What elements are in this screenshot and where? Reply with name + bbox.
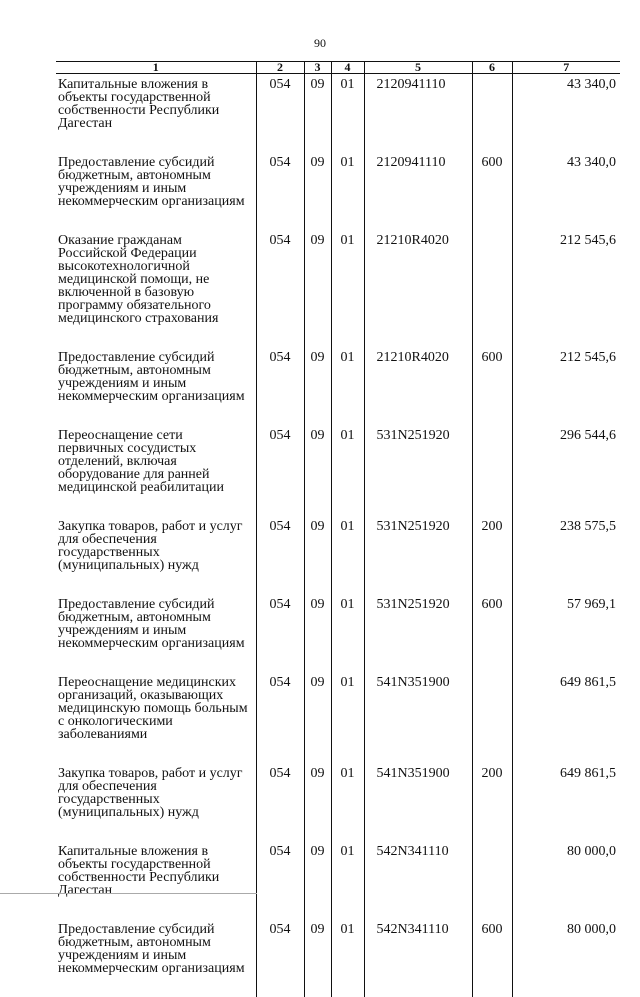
row-description: Предоставление субсидий бюджетным, автономным учреждениям и иным некоммерческим организациям — [56, 919, 256, 975]
row-cell-7: 43 340,0 — [512, 152, 620, 208]
row-cell-3: 09 — [304, 919, 331, 975]
spacer-cell — [304, 572, 331, 594]
row-cell-5: 542N341110 — [364, 919, 472, 975]
spacer-cell — [512, 741, 620, 763]
row-description: Закупка товаров, работ и услуг для обеспечения государственных (муниципальных) нужд — [56, 763, 256, 819]
spacer-cell — [56, 403, 256, 425]
row-cell-7: 57 969,1 — [512, 594, 620, 650]
spacer-cell — [304, 403, 331, 425]
row-cell-7: 43 340,0 — [512, 74, 620, 131]
spacer-cell — [56, 208, 256, 230]
spacer-cell — [472, 325, 512, 347]
row-spacer — [56, 897, 620, 919]
spacer-cell — [512, 819, 620, 841]
spacer-cell — [472, 897, 512, 919]
row-spacer — [56, 572, 620, 594]
row-cell-5: 531N251920 — [364, 516, 472, 572]
row-cell-2: 054 — [256, 763, 304, 819]
column-header: 2 — [256, 62, 304, 74]
table-header-row — [56, 62, 620, 74]
row-cell-5: 542N341110 — [364, 841, 472, 897]
row-cell-6: 600 — [472, 919, 512, 975]
spacer-cell — [304, 897, 331, 919]
spacer-cell — [472, 494, 512, 516]
spacer-cell — [364, 650, 472, 672]
row-cell-7: 80 000,0 — [512, 841, 620, 897]
row-description: Закупка товаров, работ и услуг для обеспечения государственных (муниципальных) нужд — [56, 516, 256, 572]
spacer-cell — [512, 650, 620, 672]
spacer-cell — [256, 897, 304, 919]
row-cell-4: 01 — [331, 152, 364, 208]
row-cell-5: 21210R4020 — [364, 347, 472, 403]
spacer-cell — [512, 975, 620, 997]
spacer-cell — [56, 572, 256, 594]
spacer-cell — [472, 819, 512, 841]
table-row — [56, 594, 620, 650]
spacer-cell — [331, 819, 364, 841]
spacer-cell — [56, 819, 256, 841]
spacer-cell — [56, 897, 256, 919]
row-cell-6: 600 — [472, 347, 512, 403]
row-description: Предоставление субсидий бюджетным, автономным учреждениям и иным некоммерческим организациям — [56, 347, 256, 403]
row-cell-2: 054 — [256, 841, 304, 897]
row-cell-2: 054 — [256, 919, 304, 975]
row-cell-7: 212 545,6 — [512, 230, 620, 325]
bottom-rule — [0, 893, 257, 894]
spacer-cell — [256, 819, 304, 841]
row-cell-3: 09 — [304, 425, 331, 494]
spacer-cell — [256, 208, 304, 230]
column-header: 4 — [331, 62, 364, 74]
table-row — [56, 425, 620, 494]
column-header: 1 — [56, 62, 256, 74]
row-cell-6: 600 — [472, 594, 512, 650]
spacer-cell — [56, 494, 256, 516]
spacer-cell — [472, 741, 512, 763]
spacer-cell — [364, 208, 472, 230]
spacer-cell — [331, 741, 364, 763]
row-cell-3: 09 — [304, 841, 331, 897]
row-cell-6 — [472, 841, 512, 897]
row-spacer — [56, 741, 620, 763]
row-cell-5: 21210R4020 — [364, 230, 472, 325]
spacer-cell — [56, 975, 256, 997]
table-row — [56, 672, 620, 741]
row-cell-6: 600 — [472, 152, 512, 208]
row-spacer — [56, 403, 620, 425]
row-cell-3: 09 — [304, 594, 331, 650]
spacer-cell — [304, 819, 331, 841]
spacer-cell — [256, 572, 304, 594]
budget-table — [56, 61, 620, 997]
spacer-cell — [364, 975, 472, 997]
row-cell-4: 01 — [331, 74, 364, 131]
spacer-cell — [331, 208, 364, 230]
row-spacer — [56, 650, 620, 672]
spacer-cell — [472, 975, 512, 997]
row-cell-4: 01 — [331, 672, 364, 741]
spacer-cell — [472, 130, 512, 152]
row-cell-6 — [472, 230, 512, 325]
spacer-cell — [472, 572, 512, 594]
table-row — [56, 763, 620, 819]
row-cell-4: 01 — [331, 919, 364, 975]
row-cell-2: 054 — [256, 152, 304, 208]
spacer-cell — [512, 494, 620, 516]
spacer-cell — [256, 975, 304, 997]
spacer-cell — [304, 325, 331, 347]
column-header: 3 — [304, 62, 331, 74]
spacer-cell — [364, 130, 472, 152]
row-cell-3: 09 — [304, 672, 331, 741]
table-row — [56, 516, 620, 572]
spacer-cell — [512, 325, 620, 347]
row-cell-7: 649 861,5 — [512, 763, 620, 819]
table-row — [56, 919, 620, 975]
spacer-cell — [304, 975, 331, 997]
row-cell-2: 054 — [256, 672, 304, 741]
spacer-cell — [331, 650, 364, 672]
spacer-cell — [304, 494, 331, 516]
spacer-cell — [304, 208, 331, 230]
spacer-cell — [56, 650, 256, 672]
row-cell-2: 054 — [256, 594, 304, 650]
spacer-cell — [364, 572, 472, 594]
spacer-cell — [512, 403, 620, 425]
row-cell-6: 200 — [472, 763, 512, 819]
spacer-cell — [56, 130, 256, 152]
spacer-cell — [364, 403, 472, 425]
row-cell-2: 054 — [256, 347, 304, 403]
table-row — [56, 230, 620, 325]
spacer-cell — [364, 741, 472, 763]
row-cell-7: 296 544,6 — [512, 425, 620, 494]
row-cell-6 — [472, 74, 512, 131]
row-description: Переоснащение сети первичных сосудистых отделений, включая оборудование для ранней медицинской реабилитации — [56, 425, 256, 494]
spacer-cell — [472, 208, 512, 230]
spacer-cell — [512, 897, 620, 919]
column-header: 6 — [472, 62, 512, 74]
row-description: Переоснащение медицинских организаций, оказывающих медицинскую помощь больным с онкологическими заболеваниями — [56, 672, 256, 741]
row-cell-5: 2120941110 — [364, 74, 472, 131]
spacer-cell — [331, 403, 364, 425]
spacer-cell — [304, 130, 331, 152]
spacer-cell — [364, 325, 472, 347]
row-cell-5: 531N251920 — [364, 594, 472, 650]
spacer-cell — [364, 897, 472, 919]
row-cell-7: 238 575,5 — [512, 516, 620, 572]
row-cell-2: 054 — [256, 74, 304, 131]
row-cell-4: 01 — [331, 763, 364, 819]
spacer-cell — [331, 494, 364, 516]
row-cell-6: 200 — [472, 516, 512, 572]
spacer-cell — [331, 975, 364, 997]
spacer-cell — [472, 650, 512, 672]
spacer-cell — [304, 741, 331, 763]
spacer-cell — [331, 572, 364, 594]
table-row — [56, 347, 620, 403]
row-cell-3: 09 — [304, 763, 331, 819]
spacer-cell — [331, 130, 364, 152]
row-cell-5: 531N251920 — [364, 425, 472, 494]
row-cell-4: 01 — [331, 425, 364, 494]
row-cell-4: 01 — [331, 516, 364, 572]
spacer-cell — [472, 403, 512, 425]
spacer-cell — [304, 650, 331, 672]
row-cell-2: 054 — [256, 230, 304, 325]
row-spacer — [56, 325, 620, 347]
spacer-cell — [512, 572, 620, 594]
row-spacer — [56, 494, 620, 516]
row-cell-4: 01 — [331, 841, 364, 897]
row-cell-6 — [472, 425, 512, 494]
row-spacer — [56, 208, 620, 230]
row-cell-3: 09 — [304, 230, 331, 325]
spacer-cell — [512, 130, 620, 152]
row-cell-5: 541N351900 — [364, 763, 472, 819]
row-cell-7: 212 545,6 — [512, 347, 620, 403]
row-cell-4: 01 — [331, 594, 364, 650]
row-description: Оказание гражданам Российской Федерации высокотехнологичной медицинской помощи, не включенной в базовую программу обязательного медицинского страхования — [56, 230, 256, 325]
row-description: Предоставление субсидий бюджетным, автономным учреждениям и иным некоммерческим организациям — [56, 152, 256, 208]
row-spacer — [56, 130, 620, 152]
spacer-cell — [56, 325, 256, 347]
table-row — [56, 74, 620, 131]
row-cell-2: 054 — [256, 516, 304, 572]
row-cell-5: 2120941110 — [364, 152, 472, 208]
row-cell-7: 649 861,5 — [512, 672, 620, 741]
table-body — [56, 74, 620, 997]
row-description: Капитальные вложения в объекты государственной собственности Республики Дагестан — [56, 74, 256, 131]
row-cell-2: 054 — [256, 425, 304, 494]
table-row — [56, 841, 620, 897]
column-header: 5 — [364, 62, 472, 74]
spacer-cell — [256, 403, 304, 425]
row-cell-3: 09 — [304, 516, 331, 572]
spacer-cell — [256, 325, 304, 347]
table-row — [56, 152, 620, 208]
row-cell-5: 541N351900 — [364, 672, 472, 741]
spacer-cell — [364, 819, 472, 841]
row-spacer — [56, 819, 620, 841]
row-cell-6 — [472, 672, 512, 741]
row-description: Капитальные вложения в объекты государственной собственности Республики Дагестан — [56, 841, 256, 897]
spacer-cell — [256, 741, 304, 763]
row-cell-3: 09 — [304, 152, 331, 208]
row-spacer — [56, 975, 620, 997]
row-cell-3: 09 — [304, 347, 331, 403]
page-number: 90 — [0, 36, 640, 51]
spacer-cell — [256, 130, 304, 152]
spacer-cell — [512, 208, 620, 230]
spacer-cell — [56, 741, 256, 763]
row-description: Предоставление субсидий бюджетным, автономным учреждениям и иным некоммерческим организациям — [56, 594, 256, 650]
row-cell-4: 01 — [331, 347, 364, 403]
spacer-cell — [331, 897, 364, 919]
row-cell-7: 80 000,0 — [512, 919, 620, 975]
row-cell-3: 09 — [304, 74, 331, 131]
spacer-cell — [256, 650, 304, 672]
row-cell-4: 01 — [331, 230, 364, 325]
spacer-cell — [256, 494, 304, 516]
column-header: 7 — [512, 62, 620, 74]
spacer-cell — [364, 494, 472, 516]
spacer-cell — [331, 325, 364, 347]
